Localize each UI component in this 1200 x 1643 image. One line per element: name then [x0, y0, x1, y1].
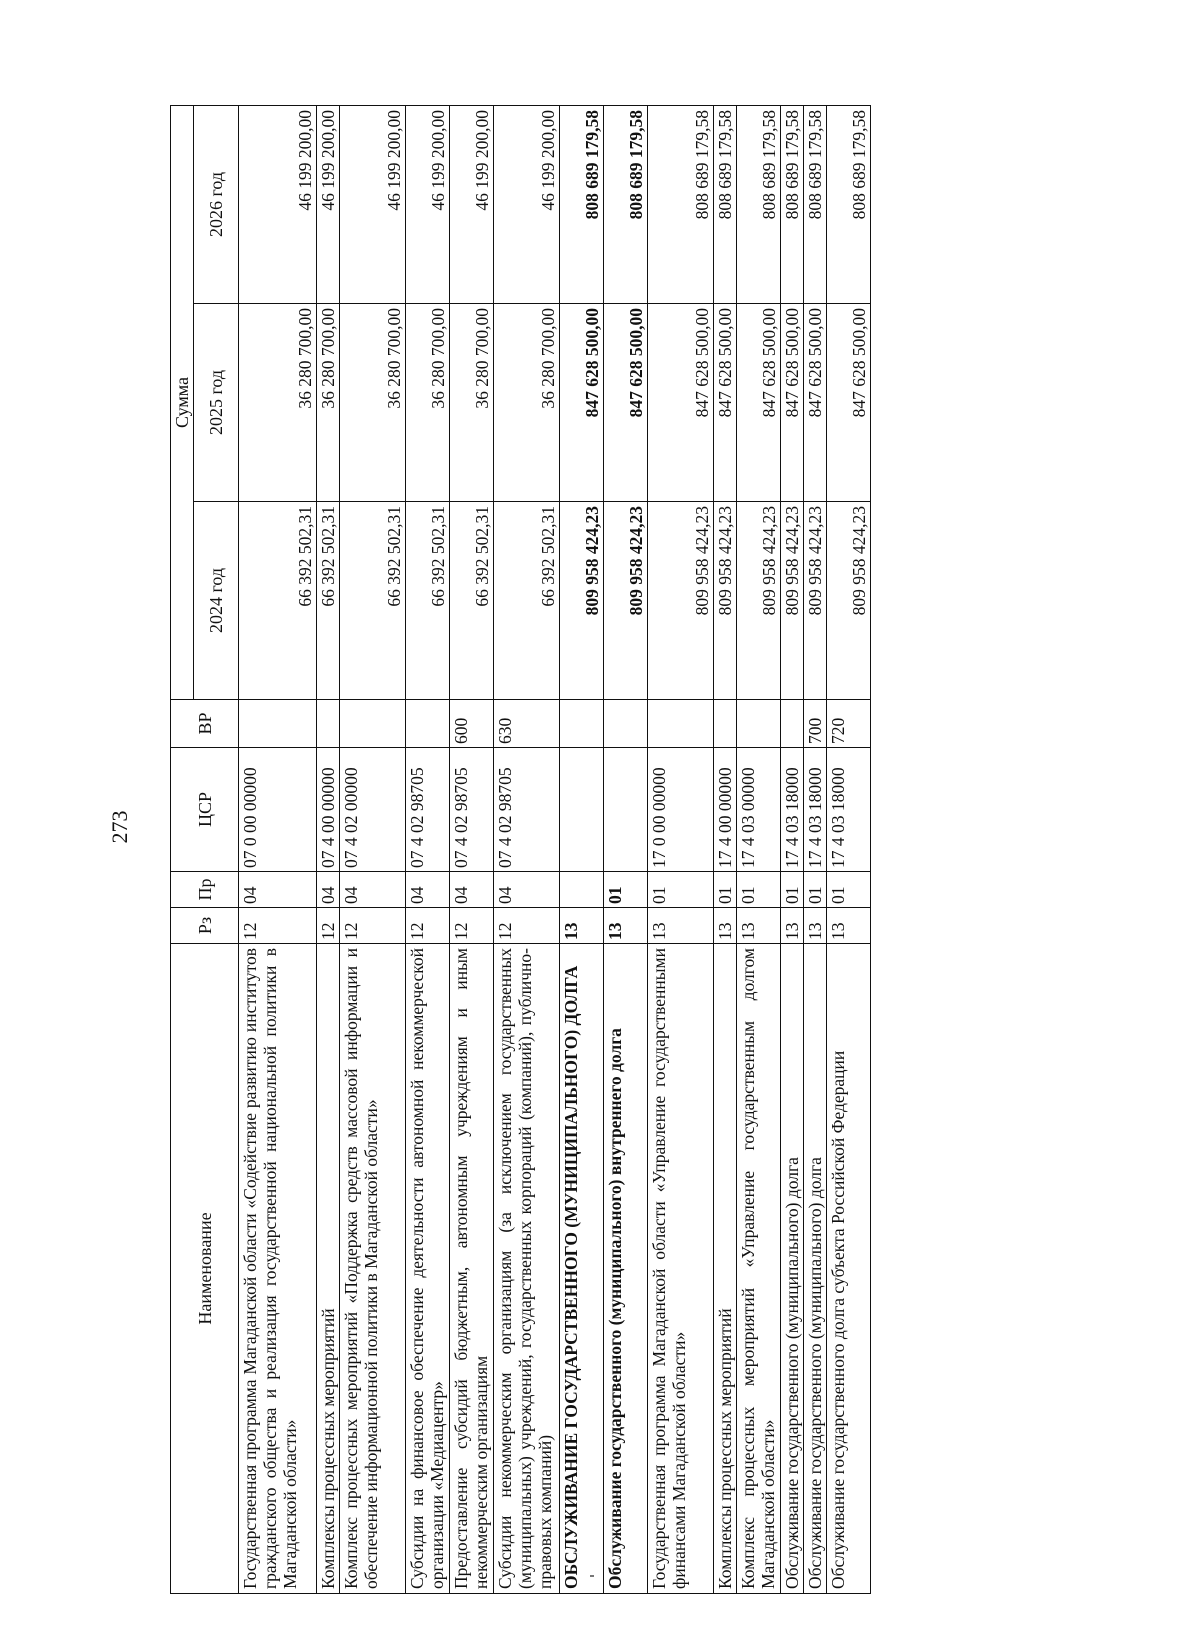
row-vr — [560, 700, 604, 748]
row-pr: 01 — [781, 872, 804, 908]
row-sum-2025: 847 628 500,00 — [714, 304, 737, 502]
row-rz: 13 — [781, 908, 804, 944]
row-vr — [317, 700, 340, 748]
row-rz: 13 — [827, 908, 871, 944]
row-name: Комплекс процессных мероприятий «Управление государственным долгом Магаданской области» — [737, 944, 781, 1594]
row-sum-2024: 66 392 502,31 — [450, 502, 494, 700]
table-row — [781, 105, 804, 1593]
table-row — [340, 105, 406, 1593]
row-vr — [781, 700, 804, 748]
table-body — [239, 105, 871, 1593]
row-sum-2024: 809 958 424,23 — [737, 502, 781, 700]
row-sum-2026: 46 199 200,00 — [494, 105, 560, 303]
header-2025: 2025 год — [194, 304, 239, 502]
row-rz: 12 — [239, 908, 317, 944]
table-row — [560, 105, 604, 1593]
row-sum-2024: 809 958 424,23 — [781, 502, 804, 700]
page-number: 273 — [107, 810, 132, 844]
row-sum-2025: 36 280 700,00 — [317, 304, 340, 502]
row-sum-2025: 847 628 500,00 — [604, 304, 648, 502]
row-vr — [239, 700, 317, 748]
row-rz: 12 — [450, 908, 494, 944]
row-sum-2025: 36 280 700,00 — [239, 304, 317, 502]
row-name: Субсидии на финансовое обеспечение деятельности автономной некоммерческой организации «Медиацентр» — [406, 944, 450, 1594]
row-csr — [560, 748, 604, 872]
row-sum-2026: 808 689 179,58 — [604, 105, 648, 303]
table-row — [804, 105, 827, 1593]
row-csr: 07 4 02 00000 — [340, 748, 406, 872]
row-sum-2026: 46 199 200,00 — [239, 105, 317, 303]
row-sum-2025: 847 628 500,00 — [827, 304, 871, 502]
row-rz: 12 — [317, 908, 340, 944]
row-sum-2024: 809 958 424,23 — [648, 502, 714, 700]
row-sum-2025: 847 628 500,00 — [560, 304, 604, 502]
row-sum-2024: 809 958 424,23 — [714, 502, 737, 700]
row-csr: 17 4 03 18000 — [827, 748, 871, 872]
header-csr: ЦСР — [171, 748, 239, 872]
table-row — [406, 105, 450, 1593]
row-sum-2026: 808 689 179,58 — [804, 105, 827, 303]
row-csr: 07 4 00 00000 — [317, 748, 340, 872]
row-sum-2024: 66 392 502,31 — [317, 502, 340, 700]
row-rz: 13 — [804, 908, 827, 944]
row-rz: 13 — [737, 908, 781, 944]
table-row — [604, 105, 648, 1593]
header-rz: Рз — [171, 908, 239, 944]
row-csr: 17 4 03 18000 — [804, 748, 827, 872]
rotated-table-wrapper — [170, 106, 1032, 1594]
row-pr: 01 — [648, 872, 714, 908]
header-vr: ВР — [171, 700, 239, 748]
row-rz: 13 — [560, 908, 604, 944]
row-sum-2026: 808 689 179,58 — [781, 105, 804, 303]
header-pr: Пр — [171, 872, 239, 908]
table-row — [648, 105, 714, 1593]
header-2026: 2026 год — [194, 105, 239, 303]
row-sum-2026: 46 199 200,00 — [317, 105, 340, 303]
row-sum-2026: 808 689 179,58 — [648, 105, 714, 303]
table-row — [714, 105, 737, 1593]
row-name: Государственная программа Магаданской области «Содействие развитию институтов гражданского общества и реализация государственной национальной политики в Магаданской области» — [239, 944, 317, 1594]
row-name: Обслуживание государственного долга субъекта Российской Федерации — [827, 944, 871, 1594]
row-sum-2025: 36 280 700,00 — [406, 304, 450, 502]
row-sum-2026: 808 689 179,58 — [827, 105, 871, 303]
row-name: Обслуживание государственного (муниципального) долга — [781, 944, 804, 1594]
row-name: Субсидии некоммерческим организациям (за исключением государственных (муниципальных) учреждений, государственных корпораций (компаний), публично-правовых компаний) — [494, 944, 560, 1594]
row-rz: 13 — [648, 908, 714, 944]
row-vr: 630 — [494, 700, 560, 748]
row-sum-2025: 847 628 500,00 — [781, 304, 804, 502]
row-vr — [737, 700, 781, 748]
header-name: Наименование — [171, 944, 239, 1594]
row-rz: 13 — [604, 908, 648, 944]
budget-table — [170, 105, 871, 1594]
row-vr — [604, 700, 648, 748]
row-pr: 01 — [604, 872, 648, 908]
table-row — [737, 105, 781, 1593]
header-row — [171, 105, 194, 1593]
row-pr: 01 — [804, 872, 827, 908]
row-sum-2024: 809 958 424,23 — [827, 502, 871, 700]
row-name: Комплексы процессных мероприятий — [714, 944, 737, 1594]
row-vr: 720 — [827, 700, 871, 748]
row-pr: 04 — [494, 872, 560, 908]
row-name: Обслуживание государственного (муниципального) долга — [804, 944, 827, 1594]
row-sum-2024: 66 392 502,31 — [494, 502, 560, 700]
row-name: Обслуживание государственного (муниципального) внутреннего долга — [604, 944, 648, 1594]
row-sum-2026: 46 199 200,00 — [450, 105, 494, 303]
row-sum-2026: 46 199 200,00 — [406, 105, 450, 303]
row-sum-2025: 36 280 700,00 — [494, 304, 560, 502]
row-vr — [340, 700, 406, 748]
table-row — [450, 105, 494, 1593]
table-row — [239, 105, 317, 1593]
header-2024: 2024 год — [194, 502, 239, 700]
row-csr: 17 4 03 00000 — [737, 748, 781, 872]
row-sum-2025: 36 280 700,00 — [340, 304, 406, 502]
row-sum-2024: 66 392 502,31 — [239, 502, 317, 700]
row-pr: 04 — [340, 872, 406, 908]
row-rz: 13 — [714, 908, 737, 944]
row-csr: 07 4 02 98705 — [406, 748, 450, 872]
row-sum-2025: 847 628 500,00 — [804, 304, 827, 502]
row-vr: 700 — [804, 700, 827, 748]
row-pr — [560, 872, 604, 908]
row-sum-2025: 36 280 700,00 — [450, 304, 494, 502]
table-row — [317, 105, 340, 1593]
row-vr: 600 — [450, 700, 494, 748]
row-csr: 07 4 02 98705 — [494, 748, 560, 872]
row-csr: 17 0 00 00000 — [648, 748, 714, 872]
row-sum-2024: 809 958 424,23 — [604, 502, 648, 700]
table-row — [827, 105, 871, 1593]
row-rz: 12 — [340, 908, 406, 944]
header-sum: Сумма — [171, 105, 194, 699]
row-sum-2026: 46 199 200,00 — [340, 105, 406, 303]
row-rz: 12 — [494, 908, 560, 944]
row-name: Предоставление субсидий бюджетным, автономным учреждениям и иным некоммерческим организациям — [450, 944, 494, 1594]
row-pr: 01 — [737, 872, 781, 908]
row-sum-2026: 808 689 179,58 — [737, 105, 781, 303]
row-sum-2025: 847 628 500,00 — [737, 304, 781, 502]
row-pr: 04 — [239, 872, 317, 908]
row-pr: 04 — [317, 872, 340, 908]
row-sum-2024: 809 958 424,23 — [804, 502, 827, 700]
row-pr: 01 — [714, 872, 737, 908]
scan-speck — [590, 1575, 594, 1577]
row-csr: 07 0 00 00000 — [239, 748, 317, 872]
row-csr: 07 4 02 98705 — [450, 748, 494, 872]
row-csr: 17 4 00 00000 — [714, 748, 737, 872]
row-sum-2024: 809 958 424,23 — [560, 502, 604, 700]
row-pr: 04 — [406, 872, 450, 908]
row-name: Комплекс процессных мероприятий «Поддержка средств массовой информации и обеспечение информационной политики в Магаданской области» — [340, 944, 406, 1594]
row-vr — [406, 700, 450, 748]
row-sum-2024: 66 392 502,31 — [406, 502, 450, 700]
row-sum-2026: 808 689 179,58 — [714, 105, 737, 303]
row-vr — [648, 700, 714, 748]
row-name: Государственная программа Магаданской области «Управление государственными финансами Магаданской области» — [648, 944, 714, 1594]
row-vr — [714, 700, 737, 748]
row-name: Комплексы процессных мероприятий — [317, 944, 340, 1594]
row-csr — [604, 748, 648, 872]
row-pr: 01 — [827, 872, 871, 908]
row-sum-2025: 847 628 500,00 — [648, 304, 714, 502]
row-name: ОБСЛУЖИВАНИЕ ГОСУДАРСТВЕННОГО (МУНИЦИПАЛЬНОГО) ДОЛГА — [560, 944, 604, 1594]
row-csr: 17 4 03 18000 — [781, 748, 804, 872]
row-sum-2024: 66 392 502,31 — [340, 502, 406, 700]
row-rz: 12 — [406, 908, 450, 944]
row-pr: 04 — [450, 872, 494, 908]
row-sum-2026: 808 689 179,58 — [560, 105, 604, 303]
table-row — [494, 105, 560, 1593]
